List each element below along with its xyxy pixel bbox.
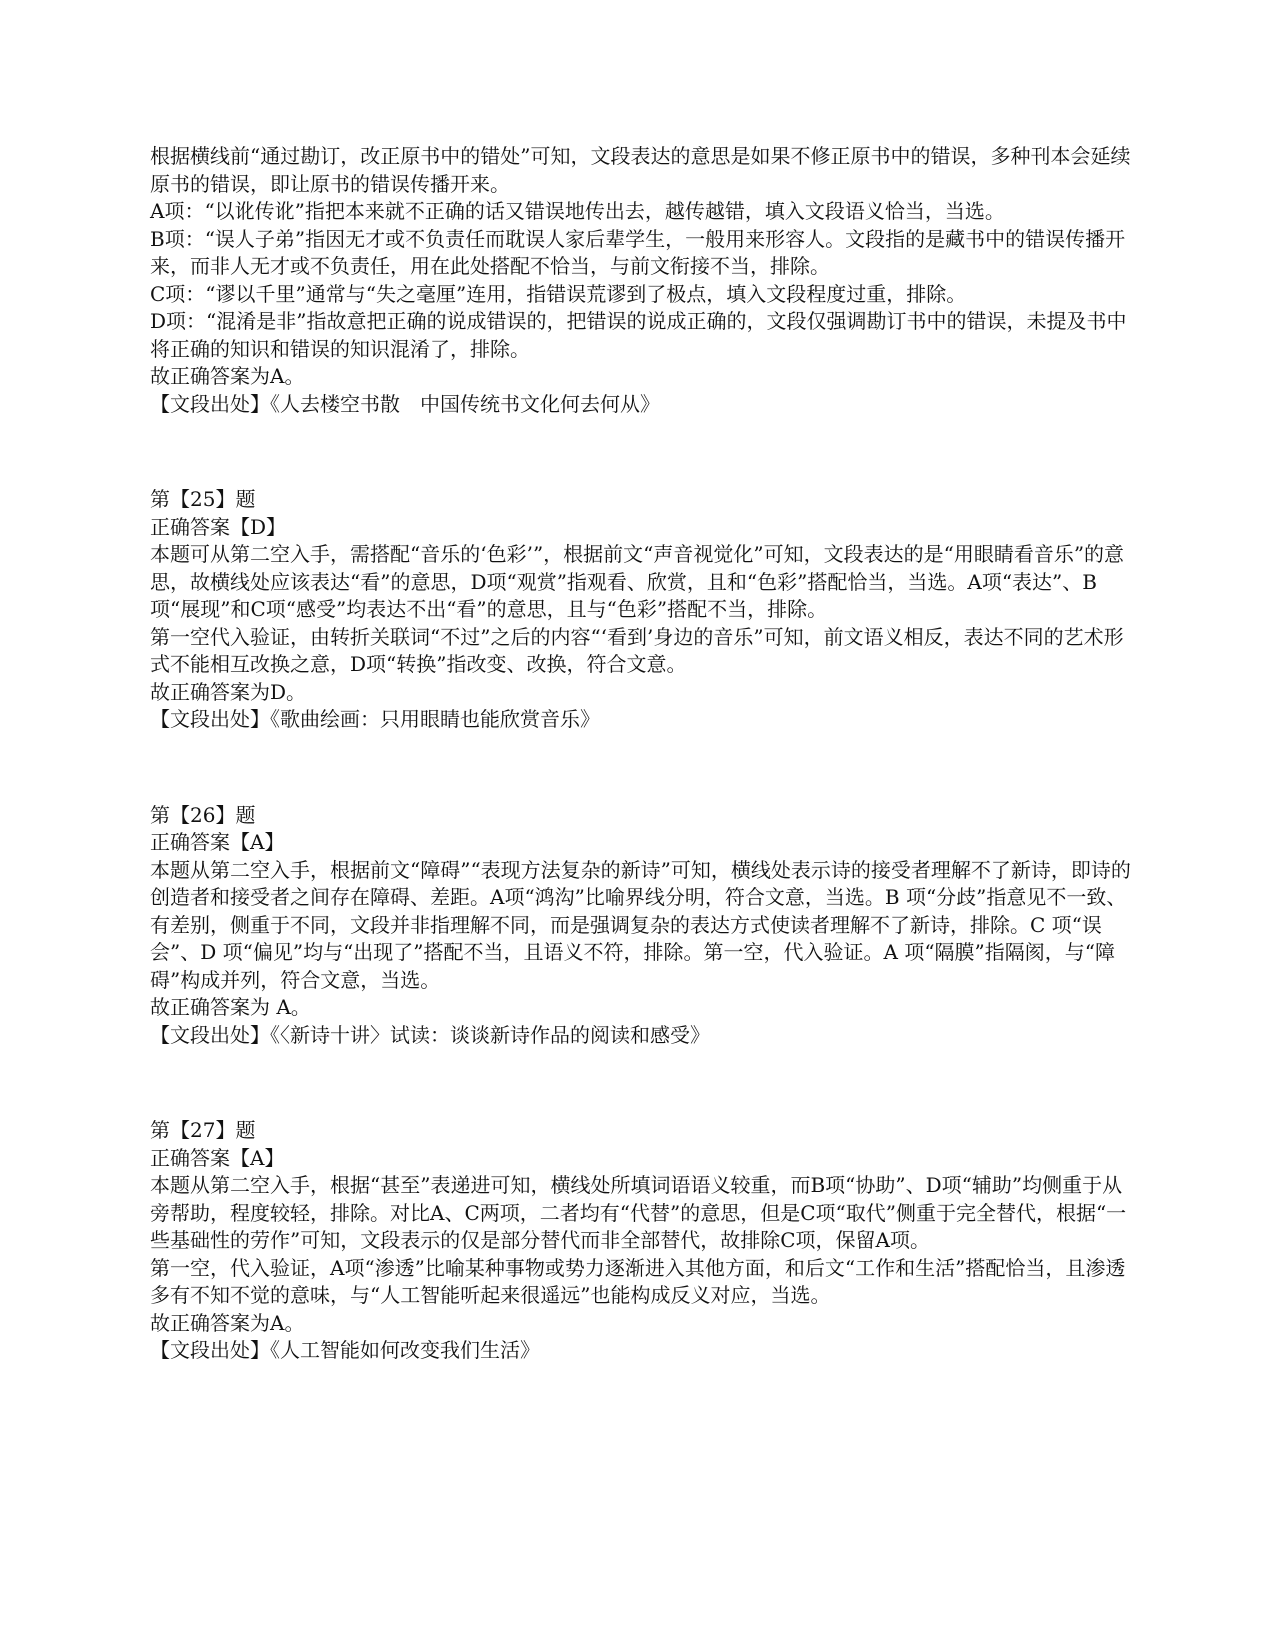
question-26 bbox=[150, 802, 1135, 1050]
q24-explanation bbox=[150, 143, 1135, 418]
option-c-analysis: C项：“谬以千里”通常与“失之毫厘”连用，指错误荒谬到了极点，填入文段程度过重，排除。 bbox=[150, 281, 967, 306]
final-answer: 故正确答案为A。 bbox=[150, 1310, 305, 1335]
final-answer: 故正确答案为A。 bbox=[150, 364, 305, 388]
question-title: 第【26】题 bbox=[150, 802, 256, 827]
question-title: 第【27】题 bbox=[150, 1118, 256, 1142]
correct-answer: 正确答案【D】 bbox=[150, 514, 287, 539]
explanation-paragraph: 本题可从第二空入手，需搭配“音乐的‘色彩’”，根据前文“声音视觉化”可知，文段表达的是“用眼睛看音乐”的意思，故横线处应该表达“看”的意思，D项“观赏”指观看、欣赏，且和“色彩”搭配恰当，当选。A项“表达”、B项“展现”和C项“感受”均表达不出“看”的意思，且与“色彩”搭配不当，排除。 bbox=[150, 542, 1125, 621]
passage-source: 【文段出处】《〈新诗十讲〉试读：谈谈新诗作品的阅读和感受》 bbox=[150, 1022, 710, 1047]
explanation-paragraph: 根据横线前“通过勘订，改正原书中的错处”可知，文段表达的意思是如果不修正原书中的错误，多种刊本会延续原书的错误，即让原书的错误传播开来。 bbox=[150, 144, 1131, 196]
passage-source: 【文段出处】《人去楼空书散 中国传统书文化何去何从》 bbox=[150, 391, 660, 416]
option-b-analysis: B项：“误人子弟”指因无才或不负责任而耽误人家后辈学生，一般用来形容人。文段指的是藏书中的错误传播开来，而非人无才或不负责任，用在此处搭配不恰当，与前文衔接不当，排除。 bbox=[150, 226, 1126, 278]
correct-answer: 正确答案【A】 bbox=[150, 830, 285, 854]
explanation-paragraph: 第一空代入验证，由转折关联词“不过”之后的内容“‘看到’身边的音乐”可知，前文语义相反，表达不同的艺术形式不能相互改换之意，D项“转换”指改变、改换，符合文意。 bbox=[150, 624, 1124, 676]
option-a-analysis: A项：“以讹传讹”指把本来就不正确的话又错误地传出去，越传越错，填入文段语义恰当，当选。 bbox=[150, 199, 1005, 223]
passage-source: 【文段出处】《人工智能如何改变我们生活》 bbox=[150, 1338, 540, 1362]
document-page bbox=[150, 143, 1135, 1365]
passage-source: 【文段出处】《歌曲绘画：只用眼睛也能欣赏音乐》 bbox=[150, 707, 600, 731]
final-answer: 故正确答案为 A。 bbox=[150, 995, 311, 1019]
explanation-paragraph: 本题从第二空入手，根据“甚至”表递进可知，横线处所填词语语义较重，而B项“协助”、D项“辅助”均侧重于从旁帮助，程度较轻，排除。对比A、C两项，二者均有“代替”的意思，但是C项“取代”侧重于完全替代，根据“一些基础性的劳作”可知，文段表示的仅是部分替代而非全部替代，故排除C项，保留A项。 bbox=[150, 1173, 1127, 1252]
section-spacer bbox=[150, 1049, 1135, 1117]
section-spacer bbox=[150, 418, 1135, 486]
option-d-analysis: D项：“混淆是非”指故意把正确的说成错误的，把错误的说成正确的，文段仅强调勘订书中的错误，未提及书中将正确的知识和错误的知识混淆了，排除。 bbox=[150, 309, 1127, 361]
question-25 bbox=[150, 486, 1135, 734]
question-title: 第【25】题 bbox=[150, 487, 256, 511]
final-answer: 故正确答案为D。 bbox=[150, 679, 307, 704]
explanation-paragraph: 第一空，代入验证，A项“渗透”比喻某种事物或势力逐渐进入其他方面，和后文“工作和生活”搭配恰当，且渗透多有不知不觉的意味，与“人工智能听起来很遥远”也能构成反义对应，当选。 bbox=[150, 1255, 1126, 1307]
correct-answer: 正确答案【A】 bbox=[150, 1145, 285, 1170]
question-27 bbox=[150, 1117, 1135, 1365]
section-spacer bbox=[150, 734, 1135, 802]
explanation-paragraph: 本题从第二空入手，根据前文“障碍”“表现方法复杂的新诗”可知，横线处表示诗的接受者理解不了新诗，即诗的创造者和接受者之间存在障碍、差距。A项“鸿沟”比喻界线分明，符合文意，当选。B 项“分歧”指意见不一致、有差别，侧重于不同，文段并非指理解不同，而是强调复杂的表达方式使读者理解不了新诗，排除。C 项“误会”、D 项“偏见”均与“出现了”搭配不当，且语义不符，排除。第一空，代入验证。A 项“隔膜”指隔阂，与“障碍”构成并列，符合文意，当选。 bbox=[150, 857, 1131, 992]
